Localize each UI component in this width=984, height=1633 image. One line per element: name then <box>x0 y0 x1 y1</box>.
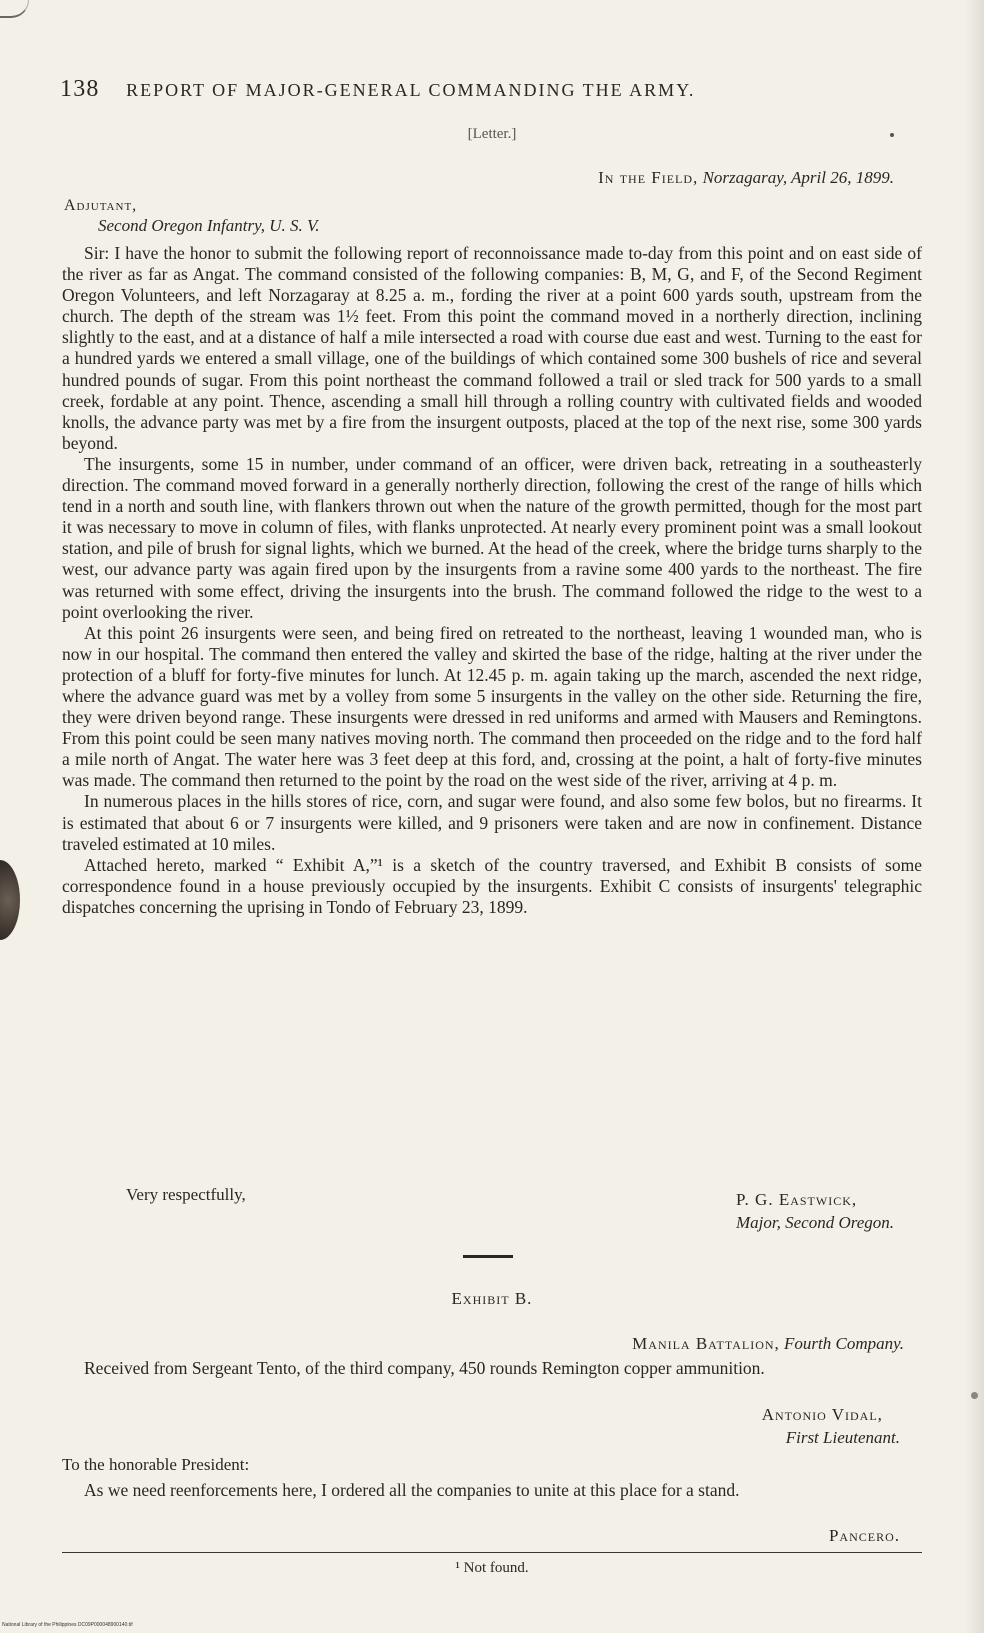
paragraph: Sir: I have the honor to submit the following report of reconnoissance made to-day from this point and on east side of the river as far as Angat. The command consisted of the following companies: B, M, G, and F, of the Second Regiment Oregon Volunteers, and left Norzagaray at 8.25 a. m., fording the river at a point 600 yards south, upstream from the church. The depth of the stream was 1½ feet. From this point the command moved in a northerly direction, inclining slightly to the east, and at a distance of half a mile intersected a road with course due east and west. Turning to the east for a hundred yards we entered a small village, one of the buildings of which contained some 300 bushels of rice and several hundred pounds of sugar. From this point northeast the command followed a trail or sled track for 500 yards to a small creek, fordable at any point. Thence, ascending a small hill through a rolling country with cultivated fields and wooded knolls, the advance party was met by a fire from the insurgent outposts, placed at the top of the next rise, some 300 yards beyond. <box>62 243 922 453</box>
dateline-prefix: In the Field, <box>598 168 699 187</box>
signature-title: Major, Second Oregon. <box>735 1213 894 1232</box>
pancero-signature: Pancero. <box>828 1526 900 1545</box>
signature-name: P. G. Eastwick, <box>735 1190 858 1209</box>
running-title: REPORT OF MAJOR-GENERAL COMMANDING THE ARMY. <box>126 80 696 100</box>
scanner-thumb-shadow <box>0 860 20 940</box>
paragraph: As we need reenforcements here, I ordered all the companies to unite at this place for a stand. <box>84 1480 740 1500</box>
paragraph: Received from Sergeant Tento, of the third company, 450 rounds Remington copper ammunition. <box>84 1358 765 1378</box>
section-divider <box>463 1255 513 1258</box>
receipt-signature-title: First Lieutenant. <box>785 1428 900 1447</box>
page-corner-fold <box>0 0 29 18</box>
receipt-signature-name: Antonio Vidal, <box>761 1405 883 1424</box>
paragraph: Attached hereto, marked “ Exhibit A,”¹ is a sketch of the country traversed, and Exhibit B consists of some correspondence found in a house previously occupied by the insurgents. Exhibit C consists of insurgents' telegraphic dispatches concerning the uprising in Tondo of February 23, 1899. <box>62 854 922 917</box>
reinforce-text <box>62 1480 922 1501</box>
receipt-text <box>62 1358 922 1379</box>
dateline <box>598 168 894 188</box>
letter-tag: [Letter.] <box>467 126 517 142</box>
page-gutter-shadow <box>964 0 984 1633</box>
paragraph: In numerous places in the hills stores of rice, corn, and sugar were found, and also some few bolos, but no firearms. It is estimated that about 6 or 7 insurgents were killed, and 9 prisoners were taken and are now in confinement. Distance traveled estimated at 10 miles. <box>62 791 922 854</box>
paragraph: The insurgents, some 15 in number, under command of an officer, were driven back, retreating in a southeasterly direction. The command moved forward in a generally northerly direction, following the crest of the range of hills which tend in a north and south line, with flankers thrown out when the nature of the growth permitted, though for the most part it was necessary to move in column of files, with flanks unprotected. At nearly every prominent point was a small lookout station, and pile of brush for signal lights, which we burned. At the head of the creek, where the bridge turns sharply to the west, our advance party was again fired upon by the insurgents from a ravine some 400 yards to the northeast. The fire was returned with some effect, driving the insurgents into the brush. The command followed the ridge to the west to a point overlooking the river. <box>62 453 922 622</box>
page-header <box>60 76 920 103</box>
footnote: ¹ Not found. <box>455 1560 529 1576</box>
addressee-unit: Second Oregon Infantry, U. S. V. <box>98 216 320 235</box>
unit-company: Fourth Company. <box>784 1334 904 1353</box>
footnote-rule <box>62 1552 922 1553</box>
addressee: Adjutant, <box>64 197 138 214</box>
unit-line <box>632 1334 904 1354</box>
scan-speck <box>971 1392 978 1399</box>
exhibit-title: Exhibit B. <box>451 1289 533 1308</box>
report-body <box>62 243 922 918</box>
receipt-signature <box>762 1405 900 1448</box>
closing-line: Very respectfully, <box>126 1185 246 1204</box>
paragraph: At this point 26 insurgents were seen, and being fired on retreated to the northeast, leaving 1 wounded man, who is now in our hospital. The command then entered the valley and skirted the base of the ridge, halting at the river under the protection of a bluff for forty-five minutes for lunch. At 12.45 p. m. again taking up the march, ascended the next ridge, where the advance guard was met by a volley from some 5 insurgents in the valley on the other side. Returning the fire, they were driven beyond range. These insurgents were dressed in red uniforms and armed with Mausers and Remingtons. From this point could be seen many natives moving north. The command then proceeded on the ridge and to the ford half a mile north of Angat. The water here was 3 feet deep at this ford, and, crossing at the point, a halt of forty-five minutes was made. The command then returned to the point by the road on the west side of the river, arriving at 4 p. m. <box>62 622 922 791</box>
dateline-location: Norzagaray, April 26, 1899. <box>702 168 894 187</box>
president-salutation: To the honorable President: <box>62 1455 250 1474</box>
page-number: 138 <box>60 76 100 102</box>
library-credit: National Library of the Philippines DC09P000048900140.tif <box>2 1622 133 1628</box>
signature-block <box>736 1190 894 1233</box>
unit-name: Manila Battalion, <box>632 1334 780 1353</box>
